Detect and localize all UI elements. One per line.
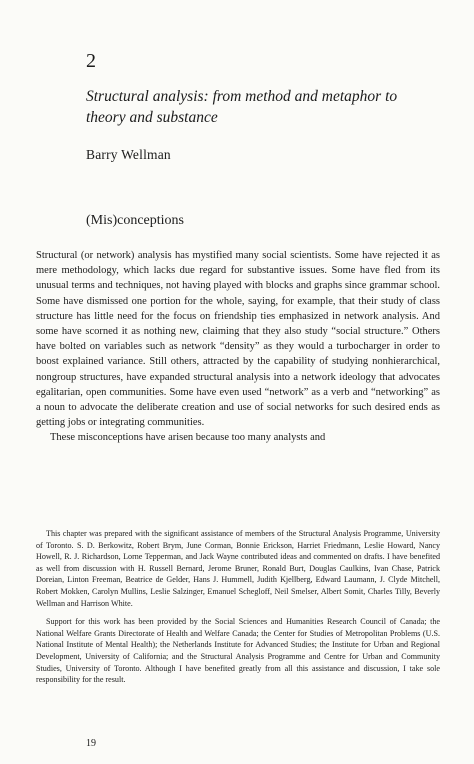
body-text [36, 248, 440, 446]
body-paragraph: These misconceptions have arisen because too many analysts and [50, 432, 326, 444]
chapter-author: Barry Wellman [86, 147, 171, 162]
body-paragraph: Structural (or network) analysis has mystified many social scientists. Some have rejected it as mere methodology, which lacks due regard for substantive issues. Some have fled from its unusual terms and techniques, not having played with blocks and graphs since grammar school. Some have dismissed one portion for the whole, saying, for example, that their study of class structure has little need for the focus on friendship ties emphasized in network analysis. And some have scorned it as nothing new, claiming that they also study “social structure.” Others have bolted on variables such as network “density” as they would a turbocharger in order to boost explained variance. Still others, attracted by the capability of studying nonhierarchical, nongroup structures, have expanded structural analysis into a network ideology that advocates egalitarian, open communities. Some have even used “network” as a verb and “networking” as a noun to advocate the deliberate creation and use of social networks for such desired ends as getting jobs or integrating communities. [36, 250, 440, 429]
page-number: 19 [86, 738, 96, 749]
chapter-number: 2 [86, 50, 96, 72]
footnote: This chapter was prepared with the significant assistance of members of the Structural Analysis Programme, University of Toronto. S. D. Berkowitz, Robert Brym, June Corman, Bonnie Erickson, Harriet Friedmann, Leslie Howard, Nancy Howell, R. J. Richardson, Lorne Tepperman, and Jack Wayne contributed ideas and commented on drafts. I have benefited as well from discussion with H. Russell Bernard, Jerome Bruner, Ronald Burt, Douglas Caulkins, Ivan Chase, Patrick Doreian, Linton Freeman, Beatrice de Gelder, Hans J. Hummell, Judith Kjellberg, Edward Laumann, J. Clyde Mitchell, Robert Mokken, Carolyn Mullins, Leslie Salzinger, Emanuel Schegloff, Neil Smelser, Albert Somit, Charles Tilly, Beverly Wellman and Harrison White. [36, 529, 440, 608]
section-heading: (Mis)conceptions [86, 213, 184, 228]
footnote: Support for this work has been provided by the Social Sciences and Humanities Research Council of Canada; the National Welfare Grants Directorate of Health and Welfare Canada; the Center for Studies of Metropolitan Problems (U.S. National Institute of Mental Health); the Netherlands Institute for Advanced Studies; the Institute for Urban and Regional Development, University of California; and the Structural Analysis Programme and Centre for Urban and Community Studies, University of Toronto. Although I have benefited greatly from all this assistance and discussion, I take sole responsibility for the result. [36, 617, 440, 685]
chapter-title: Structural analysis: from method and metaphor to theory and substance [86, 88, 398, 126]
footnotes [36, 528, 440, 686]
